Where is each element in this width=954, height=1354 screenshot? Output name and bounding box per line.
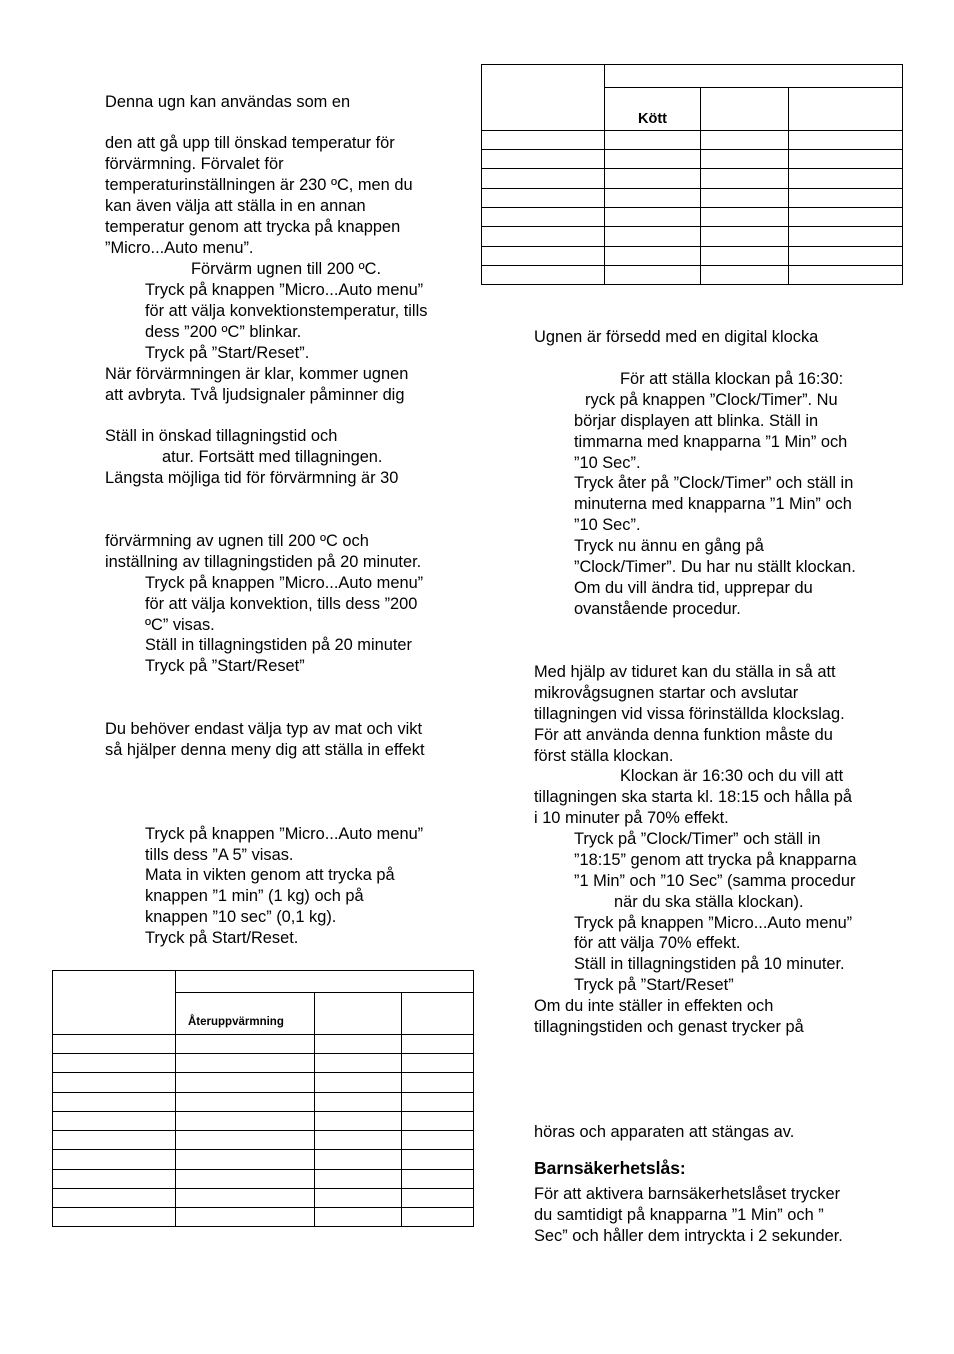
table-row [53,1093,474,1112]
text-line: kan även välja att ställa in en annan [105,197,366,215]
text-line: tills dess ”A 5” visas. [145,846,294,864]
table-row [53,1073,474,1093]
text-line: Ställ in tillagningstiden på 20 minuter [145,636,412,654]
text-line: Förvärm ugnen till 200 ºC. [191,260,382,278]
table-row [53,1208,474,1227]
text-line: Om du inte ställer in effekten och [534,997,774,1015]
text-line: i 10 minuter på 70% effekt. [534,809,729,827]
table-column-header [402,993,474,1035]
text-line: ”10 Sec”. [574,454,641,472]
table-corner-cell [53,971,176,1035]
text-line: ”Micro...Auto menu”. [105,239,254,257]
text-line: inställning av tillagningstiden på 20 minuter. [105,553,422,571]
table-row [482,169,903,189]
text-line: knappen ”10 sec” (0,1 kg). [145,908,337,926]
text-line: timmarna med knapparna ”1 Min” och [574,433,848,451]
text-line: att avbryta. Två ljudsignaler påminner dig [105,386,405,404]
text-line: först ställa klockan. [534,747,674,765]
text-line: dess ”200 ºC” blinkar. [145,323,302,341]
text-line: för att välja konvektionstemperatur, tills [145,302,428,320]
table-corner-cell [482,65,605,131]
text-line: Klockan är 16:30 och du vill att [620,767,844,785]
table-row [482,247,903,266]
text-line: du samtidigt på knapparna ”1 Min” och ” [534,1206,824,1224]
table-row [482,227,903,247]
text-line: För att ställa klockan på 16:30: [620,370,844,388]
table-row [53,1035,474,1054]
text-line: när du ska ställa klockan). [614,893,804,911]
text-line: Tryck på ”Start/Reset”. [145,344,310,362]
text-line: Ställ in tillagningstiden på 10 minuter. [574,955,845,973]
text-line: Tryck åter på ”Clock/Timer” och ställ in [574,474,854,492]
text-line: Tryck på ”Start/Reset” [145,657,305,675]
table-row [482,189,903,208]
table-row [53,1131,474,1150]
text-line: Ställ in önskad tillagningstid och [105,427,338,445]
text-line: Med hjälp av tiduret kan du ställa in så att [534,663,836,681]
table-row [53,1150,474,1170]
text-line: temperatur genom att trycka på knappen [105,218,401,236]
child-lock-heading: Barnsäkerhetslås: [534,1158,686,1178]
text-line: Tryck nu ännu en gång på [574,537,764,555]
text-line: Tryck på knappen ”Micro...Auto menu” [145,281,424,299]
text-line: för att välja konvektion, tills dess ”200 [145,595,418,613]
table-row [482,150,903,169]
table-row [53,1054,474,1073]
text-line: Tryck på knappen ”Micro...Auto menu” [145,825,424,843]
text-line: Mata in vikten genom att trycka på [145,866,395,884]
table-row [53,1112,474,1131]
text-line: atur. Fortsätt med tillagningen. [162,448,383,466]
text-line: ”10 Sec”. [574,516,641,534]
text-line: Du behöver endast välja typ av mat och vikt [105,720,423,738]
table-row [53,1170,474,1189]
text-line: tillagningen vid vissa förinställda klockslag. [534,705,845,723]
text-line: ovanstående procedur. [574,600,741,618]
text-line: knappen ”1 min” (1 kg) och på [145,887,364,905]
text-line: den att gå upp till önskad temperatur för [105,134,395,152]
text-line: Denna ugn kan användas som en [105,93,351,111]
meat-table [481,64,903,285]
text-line: ryck på knappen ”Clock/Timer”. Nu [585,391,838,409]
text-line: Längsta möjliga tid för förvärmning är 30 [105,469,399,487]
text-line: ”18:15” genom att trycka på knapparna [574,851,857,869]
text-line: Tryck på knappen ”Micro...Auto menu” [574,914,853,932]
text-line: mikrovågsugnen startar och avslutar [534,684,799,702]
text-line: ºC” visas. [145,616,215,634]
text-line: höras och apparaten att stängas av. [534,1123,795,1141]
table-row [482,131,903,150]
text-line: temperaturinställningen är 230 ºC, men du [105,176,413,194]
table-header-cell [176,971,474,993]
table-column-header: Återuppvärmning [176,993,315,1035]
table-header-cell [605,65,903,88]
table-column-header [701,88,789,131]
text-line: så hjälper denna meny dig att ställa in effekt [105,741,425,759]
text-line: Ugnen är försedd med en digital klocka [534,328,819,346]
text-line: för att välja 70% effekt. [574,934,741,952]
text-line: ”1 Min” och ”10 Sec” (samma procedur [574,872,856,890]
table-column-header [789,88,903,131]
reheat-table [52,970,474,1227]
table-column-header [315,993,402,1035]
text-line: För att aktivera barnsäkerhetslåset trycker [534,1185,841,1203]
text-line: Tryck på Start/Reset. [145,929,299,947]
table-row [482,208,903,227]
text-line: För att använda denna funktion måste du [534,726,833,744]
text-line: Om du vill ändra tid, upprepar du [574,579,813,597]
text-line: Tryck på ”Clock/Timer” och ställ in [574,830,821,848]
text-line: När förvärmningen är klar, kommer ugnen [105,365,409,383]
text-line: Tryck på ”Start/Reset” [574,976,734,994]
text-line: förvärmning. Förvalet för [105,155,284,173]
table-column-header: Kött [605,88,701,131]
text-line: Sec” och håller dem intryckta i 2 sekunder. [534,1227,843,1245]
text-line: förvärmning av ugnen till 200 ºC och [105,532,369,550]
text-line: Tryck på knappen ”Micro...Auto menu” [145,574,424,592]
text-line: tillagningen ska starta kl. 18:15 och hålla på [534,788,853,806]
text-line: minuterna med knapparna ”1 Min” och [574,495,852,513]
table-row [53,1189,474,1208]
text-line: börjar displayen att blinka. Ställ in [574,412,819,430]
table-row [482,266,903,285]
text-line: tillagningstiden och genast trycker på [534,1018,804,1036]
text-line: ”Clock/Timer”. Du har nu ställt klockan. [574,558,856,576]
